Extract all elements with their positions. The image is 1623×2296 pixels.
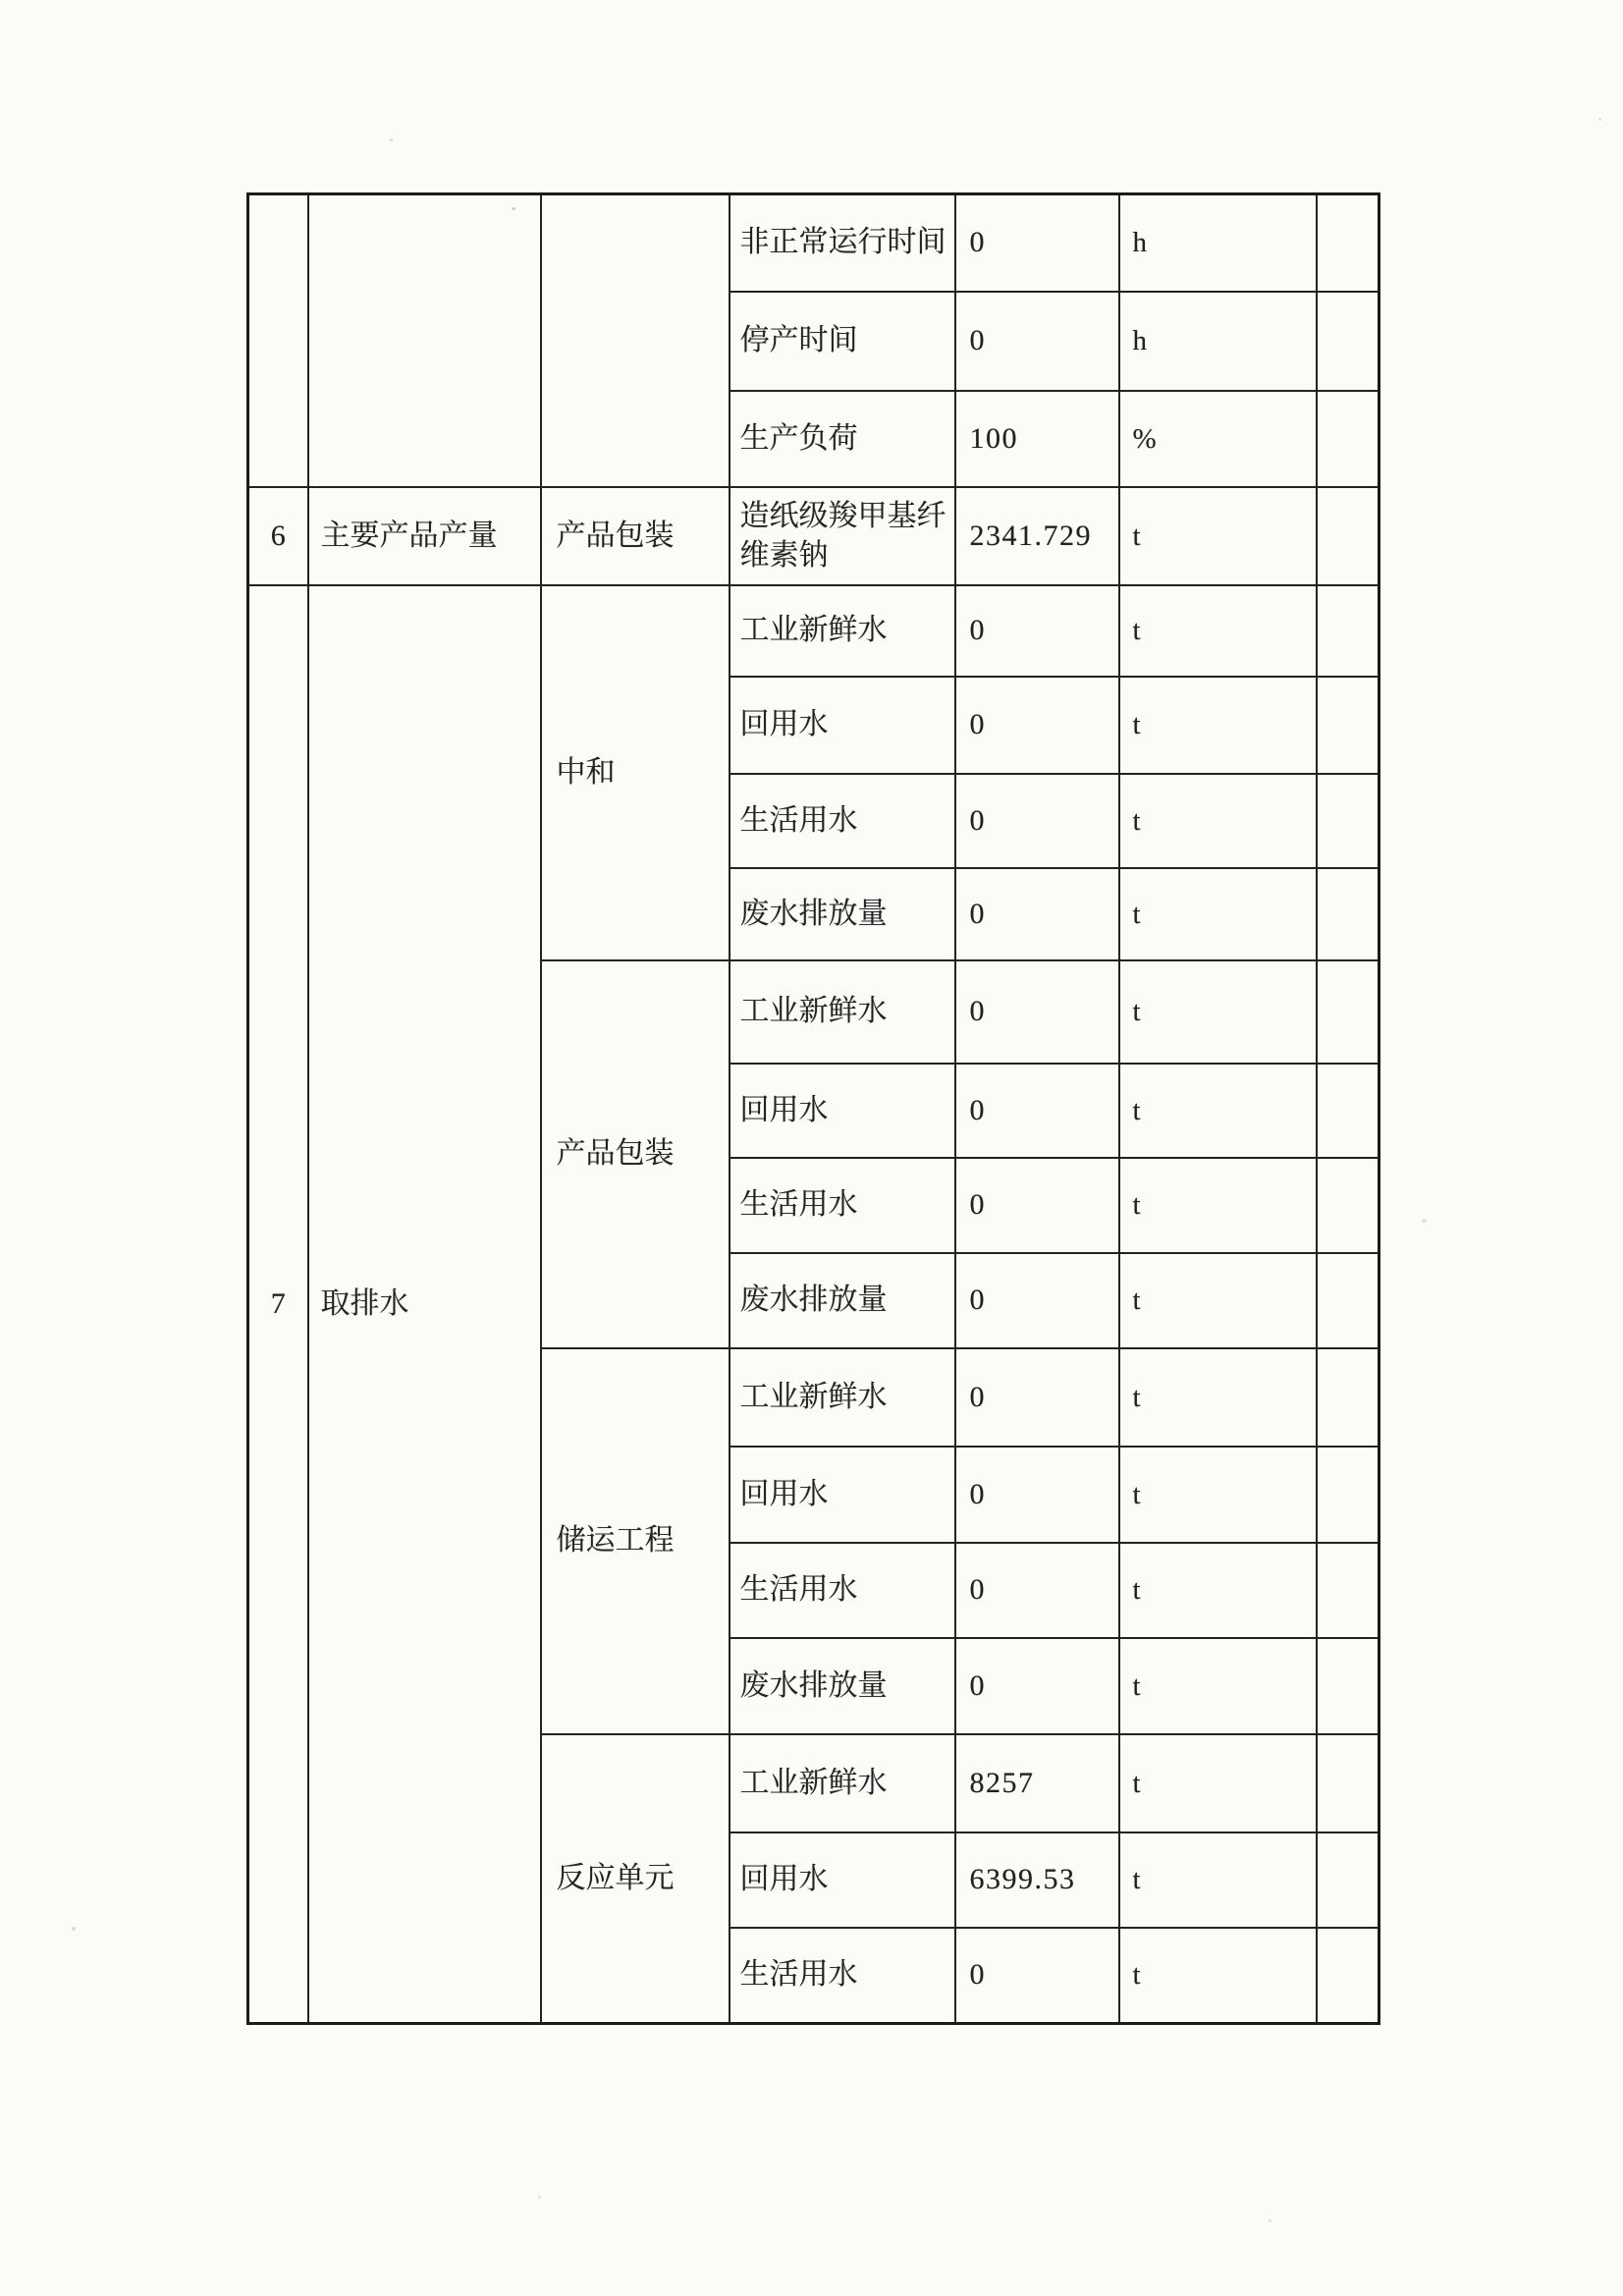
continuation-category-cell — [308, 194, 541, 487]
scan-speck — [72, 1927, 76, 1931]
category-label: 取排水 — [308, 585, 541, 2024]
row-item-label: 回用水 — [730, 1447, 955, 1543]
remark-cell-empty — [1317, 1348, 1380, 1447]
remark-cell-empty — [1317, 1158, 1380, 1253]
row-unit: t — [1119, 1253, 1317, 1348]
group-label: 中和 — [541, 585, 730, 960]
row-item-label: 造纸级羧甲基纤维素钠 — [730, 487, 955, 585]
remark-cell-empty — [1317, 1928, 1380, 2024]
row-unit: % — [1119, 391, 1317, 487]
scan-speck — [390, 138, 393, 141]
row-item-label: 回用水 — [730, 1832, 955, 1928]
row-item-label: 停产时间 — [730, 292, 955, 391]
row-item-label: 废水排放量 — [730, 868, 955, 960]
remark-cell-empty — [1317, 487, 1380, 585]
remark-cell-empty — [1317, 1832, 1380, 1928]
row-value: 0 — [955, 1064, 1119, 1158]
row-unit: t — [1119, 1832, 1317, 1928]
row-value: 0 — [955, 194, 1119, 292]
row-unit: t — [1119, 960, 1317, 1064]
row-unit: t — [1119, 1638, 1317, 1734]
group-label: 产品包装 — [541, 960, 730, 1348]
subcategory-label: 产品包装 — [541, 487, 730, 585]
row-unit: t — [1119, 1928, 1317, 2024]
group-label: 储运工程 — [541, 1348, 730, 1734]
row-unit: t — [1119, 1064, 1317, 1158]
row-item-label: 回用水 — [730, 1064, 955, 1158]
row-value: 0 — [955, 292, 1119, 391]
remark-cell-empty — [1317, 292, 1380, 391]
row-item-label: 回用水 — [730, 677, 955, 774]
row-value: 0 — [955, 1348, 1119, 1447]
row-item-label: 工业新鲜水 — [730, 1734, 955, 1832]
scan-speck — [1422, 1219, 1427, 1223]
row-unit: t — [1119, 1158, 1317, 1253]
row-item-label: 生活用水 — [730, 1543, 955, 1638]
remark-cell-empty — [1317, 1543, 1380, 1638]
remark-cell-empty — [1317, 585, 1380, 677]
row-value: 0 — [955, 1638, 1119, 1734]
scan-speck — [1598, 118, 1601, 121]
row-item-label: 生产负荷 — [730, 391, 955, 487]
row-unit: t — [1119, 868, 1317, 960]
remark-cell-empty — [1317, 1253, 1380, 1348]
remark-cell-empty — [1317, 677, 1380, 774]
row-item-label: 工业新鲜水 — [730, 1348, 955, 1447]
continuation-index-cell — [248, 194, 308, 487]
row-unit: h — [1119, 194, 1317, 292]
row-value: 0 — [955, 1543, 1119, 1638]
row-unit: t — [1119, 487, 1317, 585]
row-item-label: 废水排放量 — [730, 1253, 955, 1348]
remark-cell-empty — [1317, 391, 1380, 487]
row-unit: t — [1119, 677, 1317, 774]
scan-speck — [1269, 2219, 1271, 2222]
category-label: 主要产品产量 — [308, 487, 541, 585]
row-unit: t — [1119, 1348, 1317, 1447]
row-item-label: 非正常运行时间 — [730, 194, 955, 292]
row-value: 0 — [955, 774, 1119, 868]
group-label: 反应单元 — [541, 1734, 730, 2024]
row-value: 2341.729 — [955, 487, 1119, 585]
row-unit: t — [1119, 1543, 1317, 1638]
remark-cell-empty — [1317, 194, 1380, 292]
row-value: 0 — [955, 1253, 1119, 1348]
remark-cell-empty — [1317, 1447, 1380, 1543]
production-water-table — [246, 192, 1380, 2025]
row-unit: h — [1119, 292, 1317, 391]
row-item-label: 废水排放量 — [730, 1638, 955, 1734]
row-unit: t — [1119, 1734, 1317, 1832]
row-value: 0 — [955, 677, 1119, 774]
table-row — [248, 585, 1380, 677]
remark-cell-empty — [1317, 1638, 1380, 1734]
row-value: 0 — [955, 1928, 1119, 2024]
row-item-label: 生活用水 — [730, 1928, 955, 2024]
row-index: 6 — [248, 487, 308, 585]
row-value: 6399.53 — [955, 1832, 1119, 1928]
row-item-label: 工业新鲜水 — [730, 585, 955, 677]
row-item-label: 生活用水 — [730, 774, 955, 868]
row-unit: t — [1119, 585, 1317, 677]
row-unit: t — [1119, 1447, 1317, 1543]
row-item-label: 生活用水 — [730, 1158, 955, 1253]
remark-cell-empty — [1317, 960, 1380, 1064]
row-value: 100 — [955, 391, 1119, 487]
remark-cell-empty — [1317, 774, 1380, 868]
row-value: 0 — [955, 1158, 1119, 1253]
row-item-label: 工业新鲜水 — [730, 960, 955, 1064]
remark-cell-empty — [1317, 1734, 1380, 1832]
remark-cell-empty — [1317, 1064, 1380, 1158]
scan-speck — [538, 2196, 541, 2199]
table-row — [248, 194, 1380, 292]
row-unit: t — [1119, 774, 1317, 868]
row-index: 7 — [248, 585, 308, 2024]
table-row — [248, 487, 1380, 585]
row-value: 0 — [955, 960, 1119, 1064]
row-value: 8257 — [955, 1734, 1119, 1832]
remark-cell-empty — [1317, 868, 1380, 960]
row-value: 0 — [955, 1447, 1119, 1543]
scan-speck — [512, 207, 515, 210]
row-value: 0 — [955, 868, 1119, 960]
row-value: 0 — [955, 585, 1119, 677]
continuation-subcategory-cell — [541, 194, 730, 487]
